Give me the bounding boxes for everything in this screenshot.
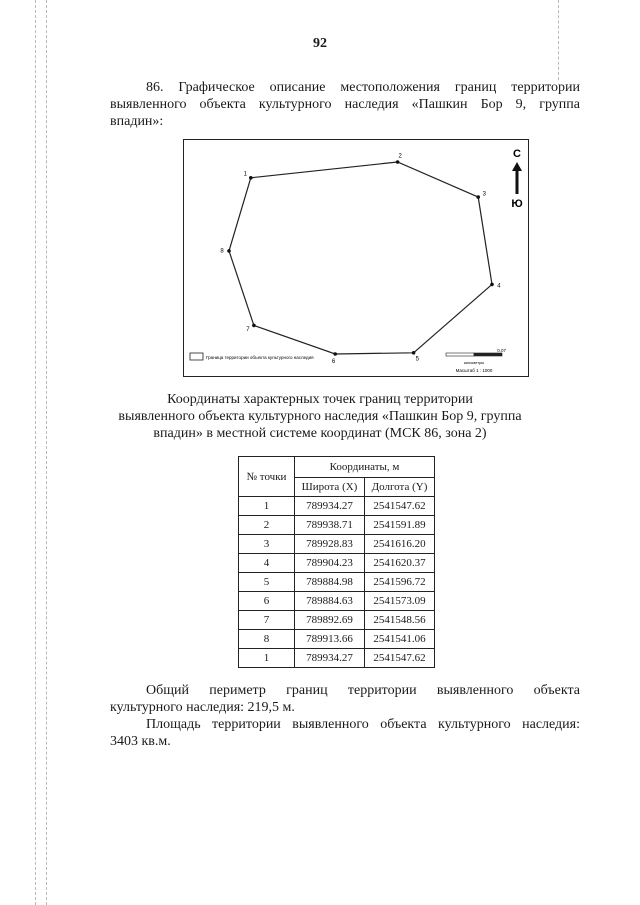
cell-longitude: 2541547.62 <box>365 649 435 668</box>
boundary-point-label: 3 <box>482 191 486 198</box>
left-scan-line <box>35 0 36 905</box>
heading-line-2: выявленного объекта культурного наследия «Пашкин Бор 9, группа <box>110 97 580 112</box>
boundary-map-drawing <box>184 140 530 378</box>
boundary-point-marker <box>476 195 480 199</box>
compass-south-label: Ю <box>511 198 523 210</box>
cell-longitude: 2541616.20 <box>365 535 435 554</box>
cell-latitude: 789934.27 <box>295 497 365 516</box>
table-row <box>239 573 435 592</box>
boundary-point-marker <box>333 352 337 356</box>
boundary-point-marker <box>252 324 256 328</box>
legend-swatch <box>190 353 203 360</box>
table-row <box>239 630 435 649</box>
table-row <box>239 516 435 535</box>
cell-point-number: 7 <box>239 611 295 630</box>
col-coordinates: Координаты, м <box>295 457 435 478</box>
left-scan-line-2 <box>46 0 47 905</box>
cell-latitude: 789904.23 <box>295 554 365 573</box>
cell-point-number: 5 <box>239 573 295 592</box>
cell-longitude: 2541541.06 <box>365 630 435 649</box>
cell-latitude: 789892.69 <box>295 611 365 630</box>
cell-latitude: 789928.83 <box>295 535 365 554</box>
table-row <box>239 554 435 573</box>
boundary-point-label: 5 <box>415 356 419 363</box>
cell-longitude: 2541548.56 <box>365 611 435 630</box>
cell-longitude: 2541547.62 <box>365 497 435 516</box>
table-row <box>239 611 435 630</box>
north-arrow-icon <box>512 162 522 194</box>
area-line-2: 3403 кв.м. <box>110 734 171 749</box>
boundary-point-label: 2 <box>398 153 402 160</box>
boundary-map <box>183 139 529 377</box>
cell-longitude: 2541573.09 <box>365 592 435 611</box>
boundary-polygon <box>229 162 492 354</box>
table-row <box>239 649 435 668</box>
compass-north-label: С <box>513 148 521 160</box>
cell-point-number: 4 <box>239 554 295 573</box>
table-row <box>239 592 435 611</box>
scale-ratio: Масштаб 1 : 1000 <box>455 368 493 373</box>
coordinates-table <box>238 456 435 668</box>
table-row <box>239 497 435 516</box>
legend-text: Граница территории объекта культурного наследия <box>206 355 314 360</box>
col-point-number: № точки <box>239 457 295 497</box>
cell-latitude: 789938.71 <box>295 516 365 535</box>
cell-longitude: 2541596.72 <box>365 573 435 592</box>
cell-point-number: 8 <box>239 630 295 649</box>
heading-line1-text: Графическое описание местоположения границ территории <box>178 80 580 95</box>
cell-latitude: 789884.63 <box>295 592 365 611</box>
scale-value: 0.07 <box>497 348 506 353</box>
boundary-points <box>220 154 501 365</box>
cell-point-number: 6 <box>239 592 295 611</box>
cell-latitude: 789934.27 <box>295 649 365 668</box>
table-body <box>239 497 435 668</box>
boundary-point-marker <box>249 176 253 180</box>
boundary-point-label: 4 <box>497 283 501 290</box>
cell-point-number: 1 <box>239 649 295 668</box>
boundary-point-marker <box>227 249 231 253</box>
area-line-1: Площадь территории выявленного объекта культурного наследия: <box>146 717 580 732</box>
boundary-point-label: 7 <box>246 327 250 333</box>
heading-number: 86. <box>146 80 164 95</box>
col-latitude: Широта (X) <box>295 478 365 497</box>
table-row <box>239 535 435 554</box>
cell-longitude: 2541620.37 <box>365 554 435 573</box>
heading-line-3: впадин»: <box>110 114 164 129</box>
cell-longitude: 2541591.89 <box>365 516 435 535</box>
page-number: 92 <box>313 36 327 51</box>
heading-line-1 <box>146 79 580 96</box>
boundary-point-marker <box>490 283 494 287</box>
boundary-point-marker <box>396 160 400 164</box>
scale-unit: километры <box>463 360 485 365</box>
caption-line-1: Координаты характерных точек границ территории <box>167 392 473 407</box>
perimeter-line-2: культурного наследия: 219,5 м. <box>110 700 295 715</box>
cell-point-number: 1 <box>239 497 295 516</box>
cell-latitude: 789884.98 <box>295 573 365 592</box>
cell-point-number: 3 <box>239 535 295 554</box>
table-header-row <box>239 457 435 478</box>
cell-latitude: 789913.66 <box>295 630 365 649</box>
boundary-point-label: 1 <box>243 171 247 178</box>
boundary-point-label: 8 <box>220 248 224 255</box>
col-longitude: Долгота (Y) <box>365 478 435 497</box>
scale-bar <box>446 353 502 356</box>
cell-point-number: 2 <box>239 516 295 535</box>
perimeter-line-1: Общий периметр границ территории выявленного объекта <box>146 683 580 698</box>
boundary-point-marker <box>412 351 416 355</box>
caption-line-2: выявленного объекта культурного наследия «Пашкин Бор 9, группа <box>118 409 522 424</box>
caption-line-3: впадин» в местной системе координат (МСК 86, зона 2) <box>153 426 487 441</box>
boundary-point-label: 6 <box>331 358 336 365</box>
